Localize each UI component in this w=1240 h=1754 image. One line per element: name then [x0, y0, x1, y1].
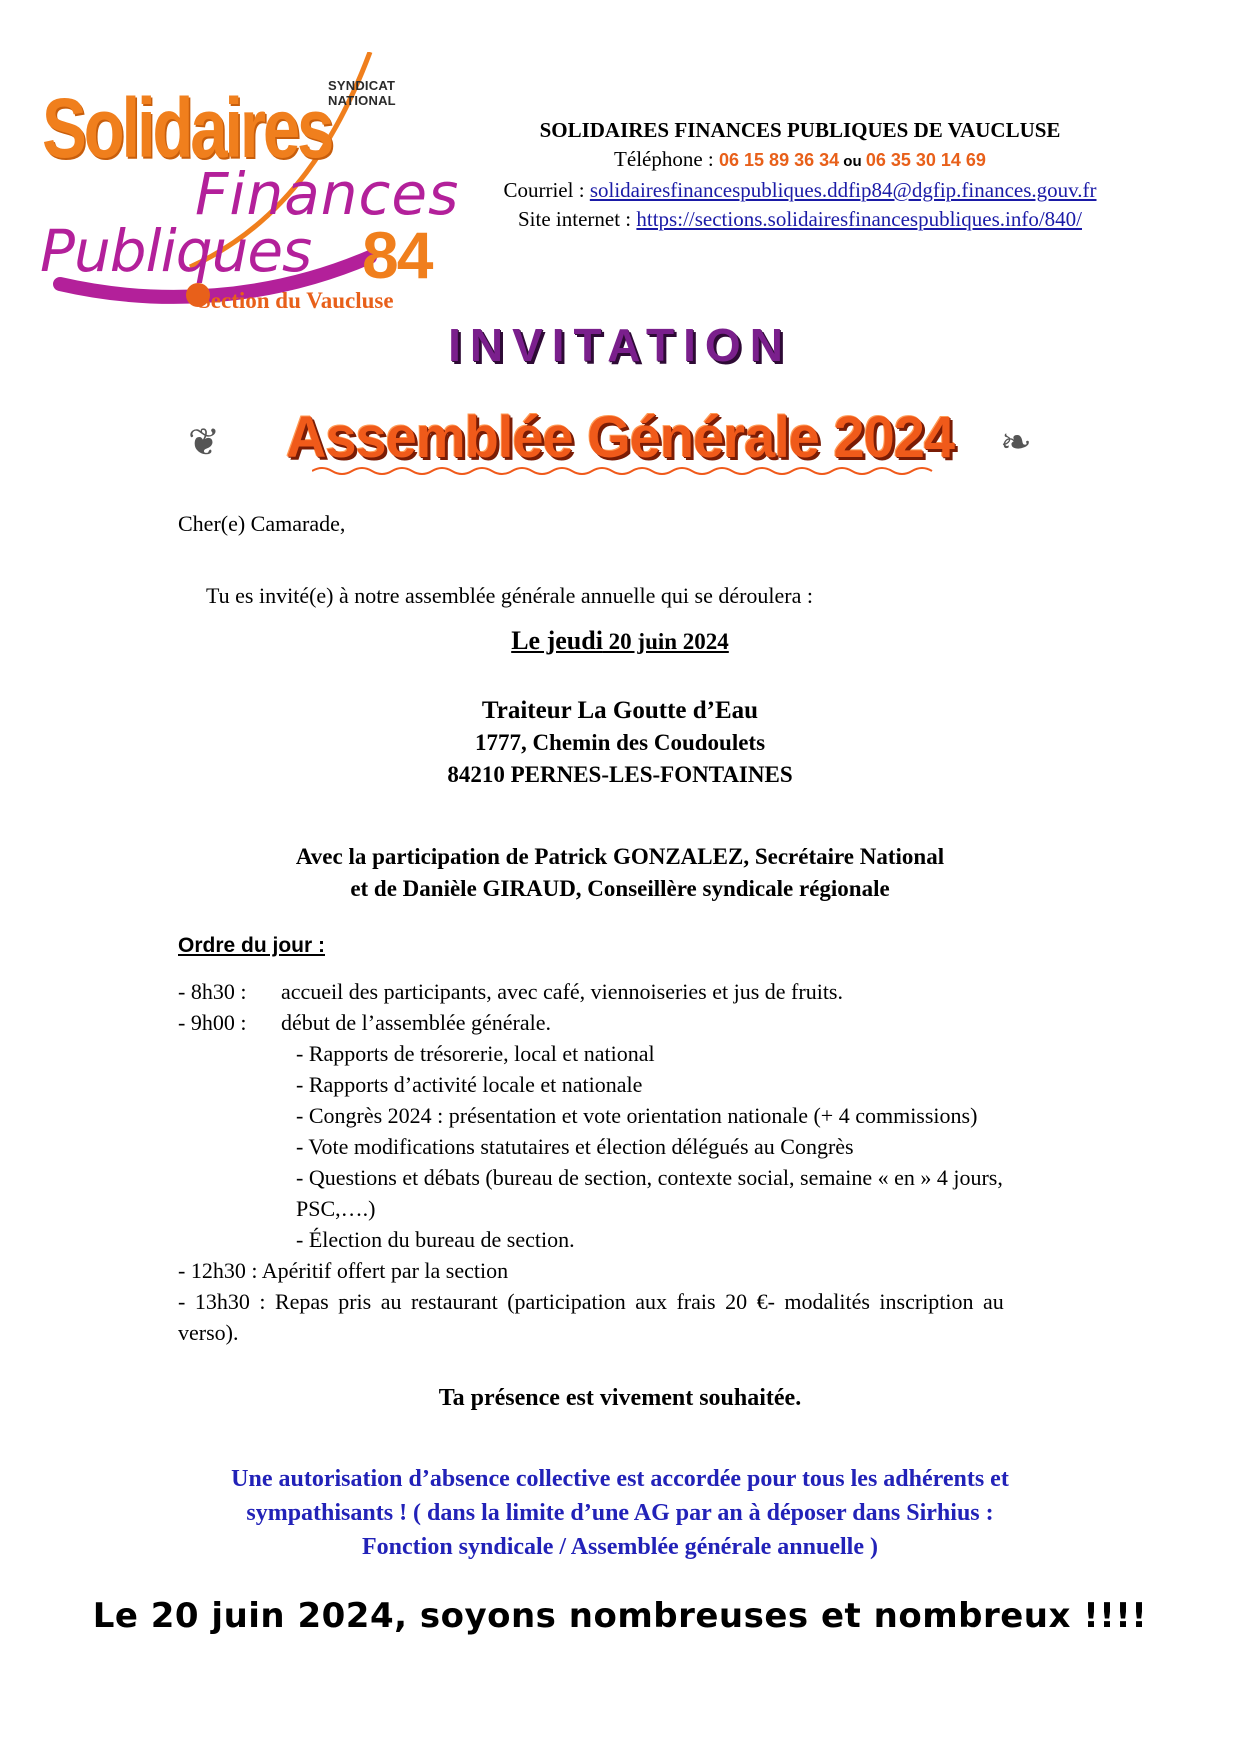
agenda-item — [178, 1007, 1178, 1038]
email-link[interactable]: solidairesfinancespubliques.ddfip84@dgfip.finances.gouv.fr — [589, 178, 1097, 202]
site-label: Site internet : — [517, 207, 637, 231]
authorization-line-2: sympathisants ! ( dans la limite d’une AG par an à déposer dans Sirhius : — [246, 1500, 994, 1526]
agenda-item: verso). — [178, 1320, 239, 1345]
participation-line-1: Avec la participation de Patrick GONZALEZ, Secrétaire National — [295, 844, 945, 869]
agenda-time: - 8h30 : — [178, 979, 247, 1004]
phone-number-2[interactable]: 06 35 30 14 69 — [865, 150, 986, 170]
agenda-item — [178, 976, 1178, 1007]
logo-publiques: Publiques — [40, 217, 312, 285]
logo-solidaires: Solidaires — [42, 81, 332, 175]
intro-text: Tu es invité(e) à notre assemblée générale annuelle qui se déroulera : — [206, 583, 814, 608]
solidaires-logo — [40, 52, 460, 317]
email-label: Courriel : — [503, 178, 590, 202]
agenda-subitem: PSC,….) — [296, 1196, 376, 1221]
agenda-subitem: - Élection du bureau de section. — [296, 1227, 575, 1252]
agenda-item: - 13h30 : Repas pris au restaurant (participation aux frais 20 €- modalités inscription au — [178, 1289, 1004, 1314]
agenda-subitem: - Congrès 2024 : présentation et vote orientation nationale (+ 4 commissions) — [296, 1103, 978, 1128]
closing-slogan: Le 20 juin 2024, soyons nombreuses et nombreux !!!! — [92, 1596, 1148, 1636]
agenda-subitem: - Rapports de trésorerie, local et national — [296, 1041, 655, 1066]
agenda-list — [178, 976, 1178, 1348]
phone-line — [440, 145, 1160, 176]
event-date — [0, 625, 1240, 657]
authorization-line-3: Fonction syndicale / Assemblée générale annuelle ) — [362, 1534, 878, 1560]
phone-label: Téléphone : — [614, 147, 720, 171]
absence-authorization — [0, 1462, 1240, 1564]
ag-title-row — [0, 398, 1240, 478]
logo-finances: Finances — [195, 160, 460, 228]
agenda-subitem: - Vote modifications statutaires et élection délégués au Congrès — [296, 1134, 854, 1159]
invitation-heading: INVITATION — [448, 319, 792, 371]
agenda-title: Ordre du jour : — [178, 934, 325, 957]
phone-number-1[interactable]: 06 15 89 36 34 — [719, 150, 840, 170]
ag-title: Assemblée Générale 2024 — [285, 403, 955, 470]
authorization-line-1: Une autorisation d’absence collective est accordée pour tous les adhérents et — [231, 1466, 1009, 1492]
participation-line-2: et de Danièle GIRAUD, Conseillère syndicale régionale — [350, 876, 890, 901]
agenda-subitem: - Rapports d’activité locale et nationale — [296, 1072, 643, 1097]
logo-syndicat-national: SYNDICAT NATIONAL — [328, 78, 396, 108]
presence-text: Ta présence est vivement souhaitée. — [438, 1385, 802, 1411]
phone-ou: ou — [839, 153, 866, 170]
venue-city: 84210 PERNES-LES-FONTAINES — [447, 762, 793, 787]
email-line — [440, 176, 1160, 205]
ornament-left-icon: ❦ — [188, 422, 220, 464]
venue-address — [0, 695, 1240, 791]
logo-number: 84 — [362, 218, 432, 292]
letterhead — [440, 116, 1160, 234]
site-line — [440, 205, 1160, 234]
logo-section: Section du Vaucluse — [198, 288, 394, 313]
organization-name: SOLIDAIRES FINANCES PUBLIQUES DE VAUCLUSE — [539, 118, 1061, 142]
venue-name: Traiteur La Goutte d’Eau — [481, 697, 759, 724]
date-rest: 20 juin 2024 — [602, 629, 729, 654]
title-wave-underline — [312, 465, 942, 477]
ornament-right-icon: ❧ — [1000, 422, 1032, 464]
participation — [0, 841, 1240, 905]
agenda-item: - 12h30 : Apéritif offert par la section — [178, 1258, 509, 1283]
salutation: Cher(e) Camarade, — [178, 511, 346, 536]
venue-street: 1777, Chemin des Coudoulets — [474, 730, 766, 755]
site-link[interactable]: https://sections.solidairesfinancespubliques.info/840/ — [636, 207, 1082, 231]
date-prefix: Le jeudi 20 juin 2024 — [511, 626, 729, 655]
agenda-subitem: - Questions et débats (bureau de section, contexte social, semaine « en » 4 jours, — [296, 1165, 1003, 1190]
agenda-desc: accueil des participants, avec café, viennoiseries et jus de fruits. — [281, 979, 843, 1004]
agenda-time: - 9h00 : — [178, 1010, 247, 1035]
agenda-desc: début de l’assemblée générale. — [281, 1010, 551, 1035]
